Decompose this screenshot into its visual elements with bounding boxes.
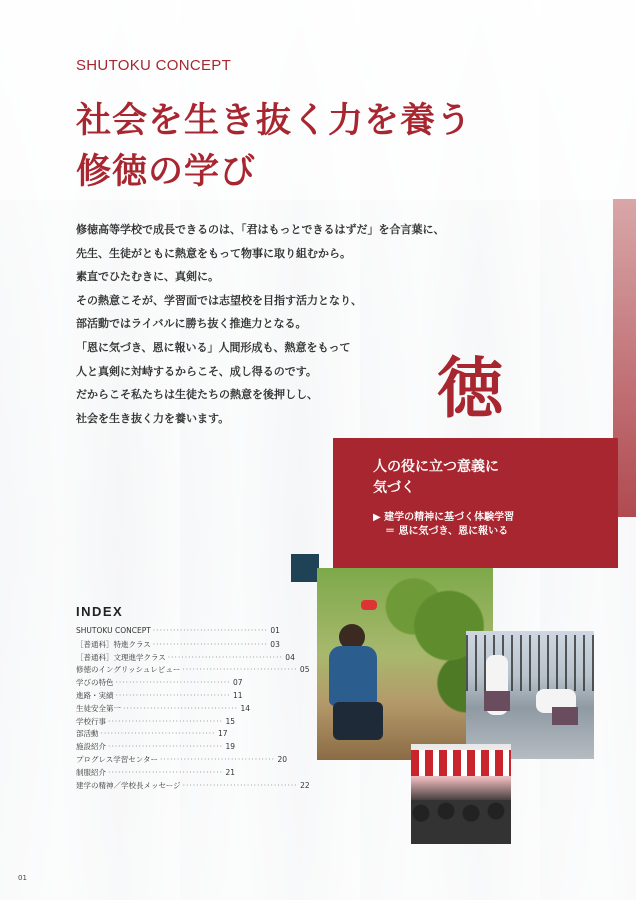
- index-item-label: ［普通科］特進クラス: [76, 639, 151, 649]
- photo-detail: [329, 646, 377, 706]
- concept-label: SHUTOKU CONCEPT: [76, 57, 232, 74]
- index-item[interactable]: [76, 677, 243, 690]
- index-leader-dots: ··································: [182, 780, 298, 790]
- photo-detail: [361, 600, 377, 610]
- intro-text: [76, 218, 476, 430]
- title-line-2: 修徳の学び: [76, 152, 257, 192]
- feature-title: [373, 457, 499, 499]
- index-item[interactable]: [76, 690, 243, 703]
- index-item-label: プログレス学習センター: [76, 754, 158, 764]
- intro-line: その熱意こそが、学習面では志望校を目指す活力となり、: [76, 293, 362, 307]
- index-item-label: 進路・実績: [76, 690, 114, 700]
- feature-title-line-2: 気づく: [373, 480, 415, 496]
- index-item-page: 07: [233, 678, 243, 688]
- index-item-label: 施設紹介: [76, 742, 106, 752]
- feature-title-line-1: 人の役に立つ意義に: [373, 459, 499, 475]
- index-leader-dots: ··································: [123, 703, 239, 713]
- index-item-page: 22: [300, 780, 310, 790]
- index-item-label: 学校行事: [76, 716, 106, 726]
- photo-ceremony: [411, 744, 511, 844]
- index-leader-dots: ··································: [152, 639, 268, 649]
- photo-detail: [411, 750, 511, 776]
- index-item[interactable]: [76, 626, 280, 639]
- index-item[interactable]: [76, 767, 236, 780]
- index-item-label: 建学の精神／学校長メッセージ: [76, 780, 181, 790]
- index-item[interactable]: [76, 741, 236, 754]
- index-item[interactable]: [76, 780, 310, 793]
- index-item[interactable]: [76, 728, 228, 741]
- intro-line: 社会を生き抜く力を養います。: [76, 411, 230, 425]
- index-item[interactable]: [76, 703, 251, 716]
- index-item-page: 17: [218, 729, 228, 739]
- accent-square: [291, 554, 319, 582]
- index-item[interactable]: [76, 639, 280, 652]
- index-item-page: 11: [233, 690, 243, 700]
- index-item-label: 学びの特色: [76, 678, 114, 688]
- index-item[interactable]: [76, 754, 288, 767]
- photo-detail: [484, 691, 510, 711]
- photo-students-cleaning: [466, 631, 594, 759]
- page-number: 01: [18, 874, 27, 882]
- index-item-page: 19: [225, 742, 236, 752]
- index-item-label: 生徒安全第一: [76, 703, 121, 713]
- intro-line: 人と真剣に対峙するからこそ、成し得るのです。: [76, 364, 317, 378]
- index-item-label: ［普通科］文理進学クラス: [76, 652, 166, 662]
- index-list: [76, 626, 310, 792]
- index-item-page: 05: [299, 665, 310, 675]
- index-title: INDEX: [76, 604, 124, 619]
- index-leader-dots: ··································: [108, 767, 224, 777]
- index-item-page: 01: [270, 626, 280, 635]
- index-item[interactable]: [76, 716, 236, 729]
- intro-line: 修徳高等学校で成長できるのは、「君はもっとできるはずだ」を合言葉に、: [76, 223, 445, 236]
- index-item-page: 03: [270, 639, 280, 649]
- index-leader-dots: ··································: [182, 665, 298, 675]
- index-item-label: SHUTOKU CONCEPT: [76, 626, 151, 635]
- index-leader-dots: ··································: [115, 678, 231, 688]
- page-title: [76, 96, 472, 198]
- index-item-label: 制服紹介: [76, 767, 106, 777]
- index-leader-dots: ··································: [167, 652, 283, 662]
- index-item-page: 21: [225, 767, 236, 777]
- feature-detail-2: ＝ 恩に気づき、恩に報いる: [385, 526, 509, 537]
- photo-detail: [333, 702, 383, 740]
- index-item[interactable]: [76, 664, 310, 677]
- photo-detail: [552, 707, 578, 725]
- index-item[interactable]: [76, 652, 295, 665]
- feature-kanji: 徳: [437, 349, 503, 427]
- index-item-label: 部活動: [76, 729, 99, 739]
- intro-line: 「恩に気づき、恩に報いる」人間形成も、熱意をもって: [76, 340, 351, 354]
- index-item-page: 15: [225, 716, 236, 726]
- intro-line: 部活動ではライバルに勝ち抜く推進力となる。: [76, 317, 307, 331]
- index-item-label: 修徳のイングリッシュレビュー: [76, 665, 181, 675]
- index-leader-dots: ··································: [115, 690, 231, 700]
- index-leader-dots: ··································: [152, 626, 268, 635]
- index-leader-dots: ··································: [159, 754, 276, 764]
- feature-detail-1: ▶ 建学の精神に基づく体験学習: [373, 512, 515, 523]
- photo-detail: [411, 800, 511, 844]
- intro-line: 素直でひたむきに、真剣に。: [76, 270, 219, 284]
- index-item-page: 20: [277, 754, 288, 764]
- index-item-page: 14: [240, 703, 251, 713]
- index-leader-dots: ··································: [100, 729, 216, 739]
- index-item-page: 04: [285, 652, 295, 662]
- intro-line: だからこそ私たちは生徒たちの熱意を後押しし、: [76, 388, 318, 402]
- intro-line: 先生、生徒がともに熱意をもって物事に取り組むから。: [76, 246, 351, 260]
- title-line-1: 社会を生き抜く力を養う: [76, 101, 473, 141]
- index-leader-dots: ··································: [108, 742, 224, 752]
- index-leader-dots: ··································: [108, 716, 224, 726]
